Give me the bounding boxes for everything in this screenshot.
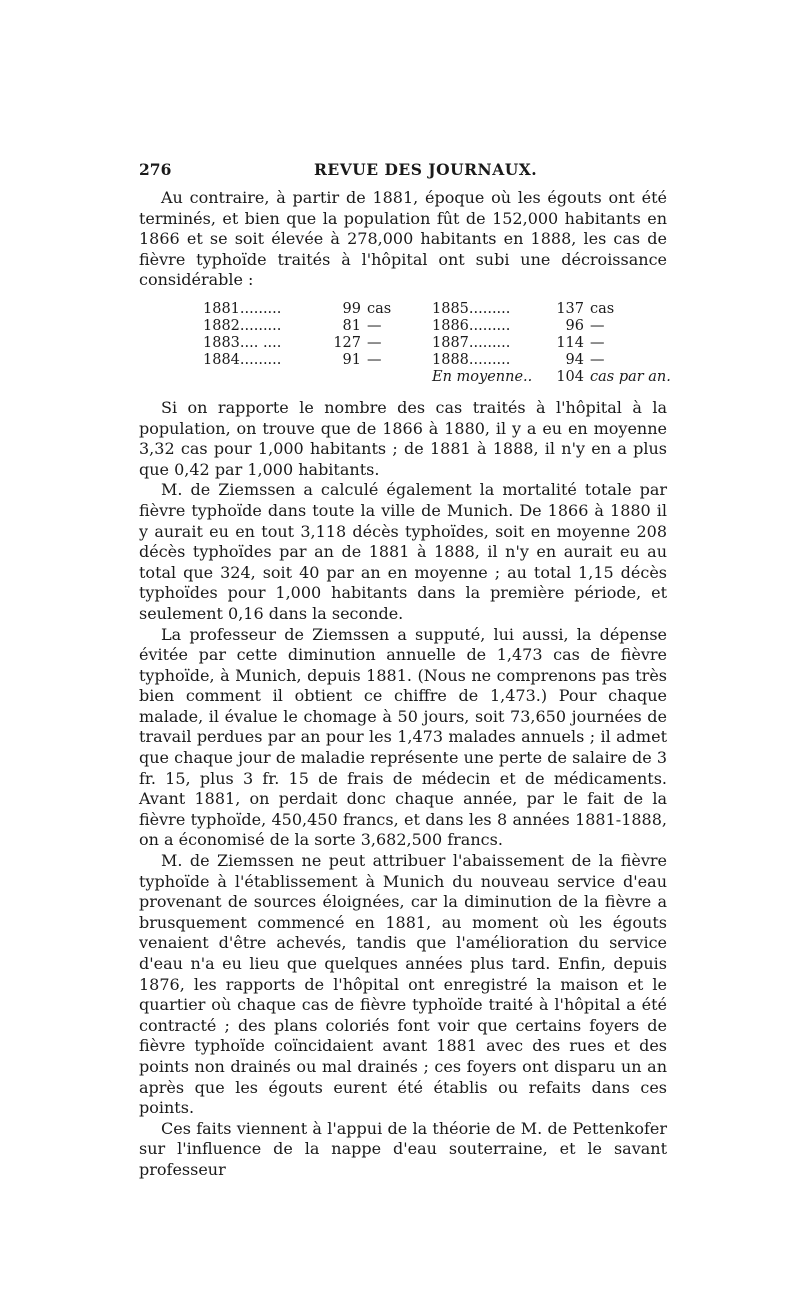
paragraph: Si on rapporte le nombre des cas traités à l'hôpital à la population, on trouve que de 1866 à 1880, il y a eu en moyenne 3,32 cas pour 1,000 habitants ; de 1881 à 1888, il n'y en a plus que 0,42 par 1,000 habitants. bbox=[139, 397, 667, 479]
case-count: 96 bbox=[565, 317, 584, 334]
stats-row bbox=[432, 318, 672, 335]
journal-title: REVUE DES JOURNAUX. bbox=[314, 160, 538, 179]
stats-column-left bbox=[203, 301, 403, 369]
year-label: 1884......... bbox=[203, 351, 282, 368]
stats-row bbox=[432, 301, 672, 318]
average-unit: cas par an. bbox=[590, 368, 671, 385]
stats-average-row bbox=[432, 369, 672, 386]
stats-row bbox=[432, 352, 672, 369]
year-label: 1881......... bbox=[203, 300, 282, 317]
body-text bbox=[139, 188, 671, 1181]
year-label: 1882......... bbox=[203, 317, 282, 334]
average-count: 104 bbox=[556, 368, 584, 385]
year-label: 1883.... .... bbox=[203, 334, 282, 351]
year-label: 1887......... bbox=[432, 334, 511, 351]
case-unit: — bbox=[590, 334, 605, 351]
case-count: 114 bbox=[556, 334, 584, 351]
running-head bbox=[139, 160, 667, 182]
year-label: 1886......... bbox=[432, 317, 511, 334]
paragraph: Ces faits viennent à l'appui de la théorie de M. de Pettenkofer sur l'influence de la nappe d'eau souterraine, et le savant professeur bbox=[139, 1118, 667, 1179]
stats-row bbox=[203, 301, 403, 318]
case-unit: — bbox=[367, 334, 382, 351]
case-unit: — bbox=[590, 351, 605, 368]
typhoid-cases-table bbox=[139, 300, 671, 385]
stats-column-right bbox=[432, 301, 672, 386]
year-label: 1888......... bbox=[432, 351, 511, 368]
paragraph: M. de Ziemssen ne peut attribuer l'abaissement de la fièvre typhoïde à l'établissement à Munich du nouveau service d'eau provenant de sources éloignées, car la diminution de la fièvre a brusquement commencé en 1881, au moment où les égouts venaient d'être achevés, tandis que l'amélioration du service d'eau n'a eu lieu que quelques années plus tard. Enfin, depuis 1876, les rapports de l'hôpital ont enregistré la maison et le quartier où chaque cas de fièvre typhoïde traité à l'hôpital a été contracté ; des plans coloriés font voir que certains foyers de fièvre typhoïde coïncidaient avant 1881 avec des rues et des points non drainés ou mal drainés ; ces foyers ont disparu un an après que les égouts eurent été établis ou refaits dans ces points. bbox=[139, 851, 667, 1118]
case-count: 99 bbox=[342, 300, 361, 317]
page-number: 276 bbox=[139, 160, 172, 179]
case-unit: — bbox=[367, 351, 382, 368]
stats-row bbox=[203, 352, 403, 369]
stats-row bbox=[203, 318, 403, 335]
case-count: 94 bbox=[565, 351, 584, 368]
case-count: 81 bbox=[342, 317, 361, 334]
case-count: 137 bbox=[556, 300, 584, 317]
average-label: En moyenne.. bbox=[432, 368, 533, 385]
stats-row bbox=[432, 335, 672, 352]
paragraph: La professeur de Ziemssen a supputé, lui aussi, la dépense évitée par cette diminution annuelle de 1,473 cas de fièvre typhoïde, à Munich, depuis 1881. (Nous ne comprenons pas très bien comment il obtient ce chiffre de 1,473.) Pour chaque malade, il évalue le chomage à 50 jours, soit 73,650 journées de travail perdues par an pour les 1,473 malades annuels ; il admet que chaque jour de maladie représente une perte de salaire de 3 fr. 15, plus 3 fr. 15 de frais de médecin et de médicaments. Avant 1881, on perdait donc chaque année, par le fait de la fièvre typhoïde, 450,450 francs, et dans les 8 années 1881-1888, on a économisé de la sorte 3,682,500 francs. bbox=[139, 624, 667, 850]
case-count: 91 bbox=[342, 351, 361, 368]
stats-row bbox=[203, 335, 403, 352]
book-page bbox=[139, 160, 671, 1181]
intro-paragraph: Au contraire, à partir de 1881, époque où les égouts ont été terminés, et bien que la population fût de 152,000 habitants en 1866 et se soit élevée à 278,000 habitants en 1888, les cas de fièvre typhoïde traités à l'hôpital ont subi une décroissance considérable : bbox=[139, 188, 667, 290]
case-unit: — bbox=[590, 317, 605, 334]
case-count: 127 bbox=[333, 334, 361, 351]
paragraph: M. de Ziemssen a calculé également la mortalité totale par fièvre typhoïde dans toute la ville de Munich. De 1866 à 1880 il y aurait eu en tout 3,118 décès typhoïdes, soit en moyenne 208 décès typhoïdes par an de 1881 à 1888, il n'y en aurait eu au total que 324, soit 40 par an en moyenne ; au total 1,15 décès typhoïdes pour 1,000 habitants dans la première période, et seulement 0,16 dans la seconde. bbox=[139, 480, 667, 623]
case-unit: cas bbox=[367, 300, 392, 317]
case-unit: cas bbox=[590, 300, 615, 317]
case-unit: — bbox=[367, 317, 382, 334]
year-label: 1885......... bbox=[432, 300, 511, 317]
